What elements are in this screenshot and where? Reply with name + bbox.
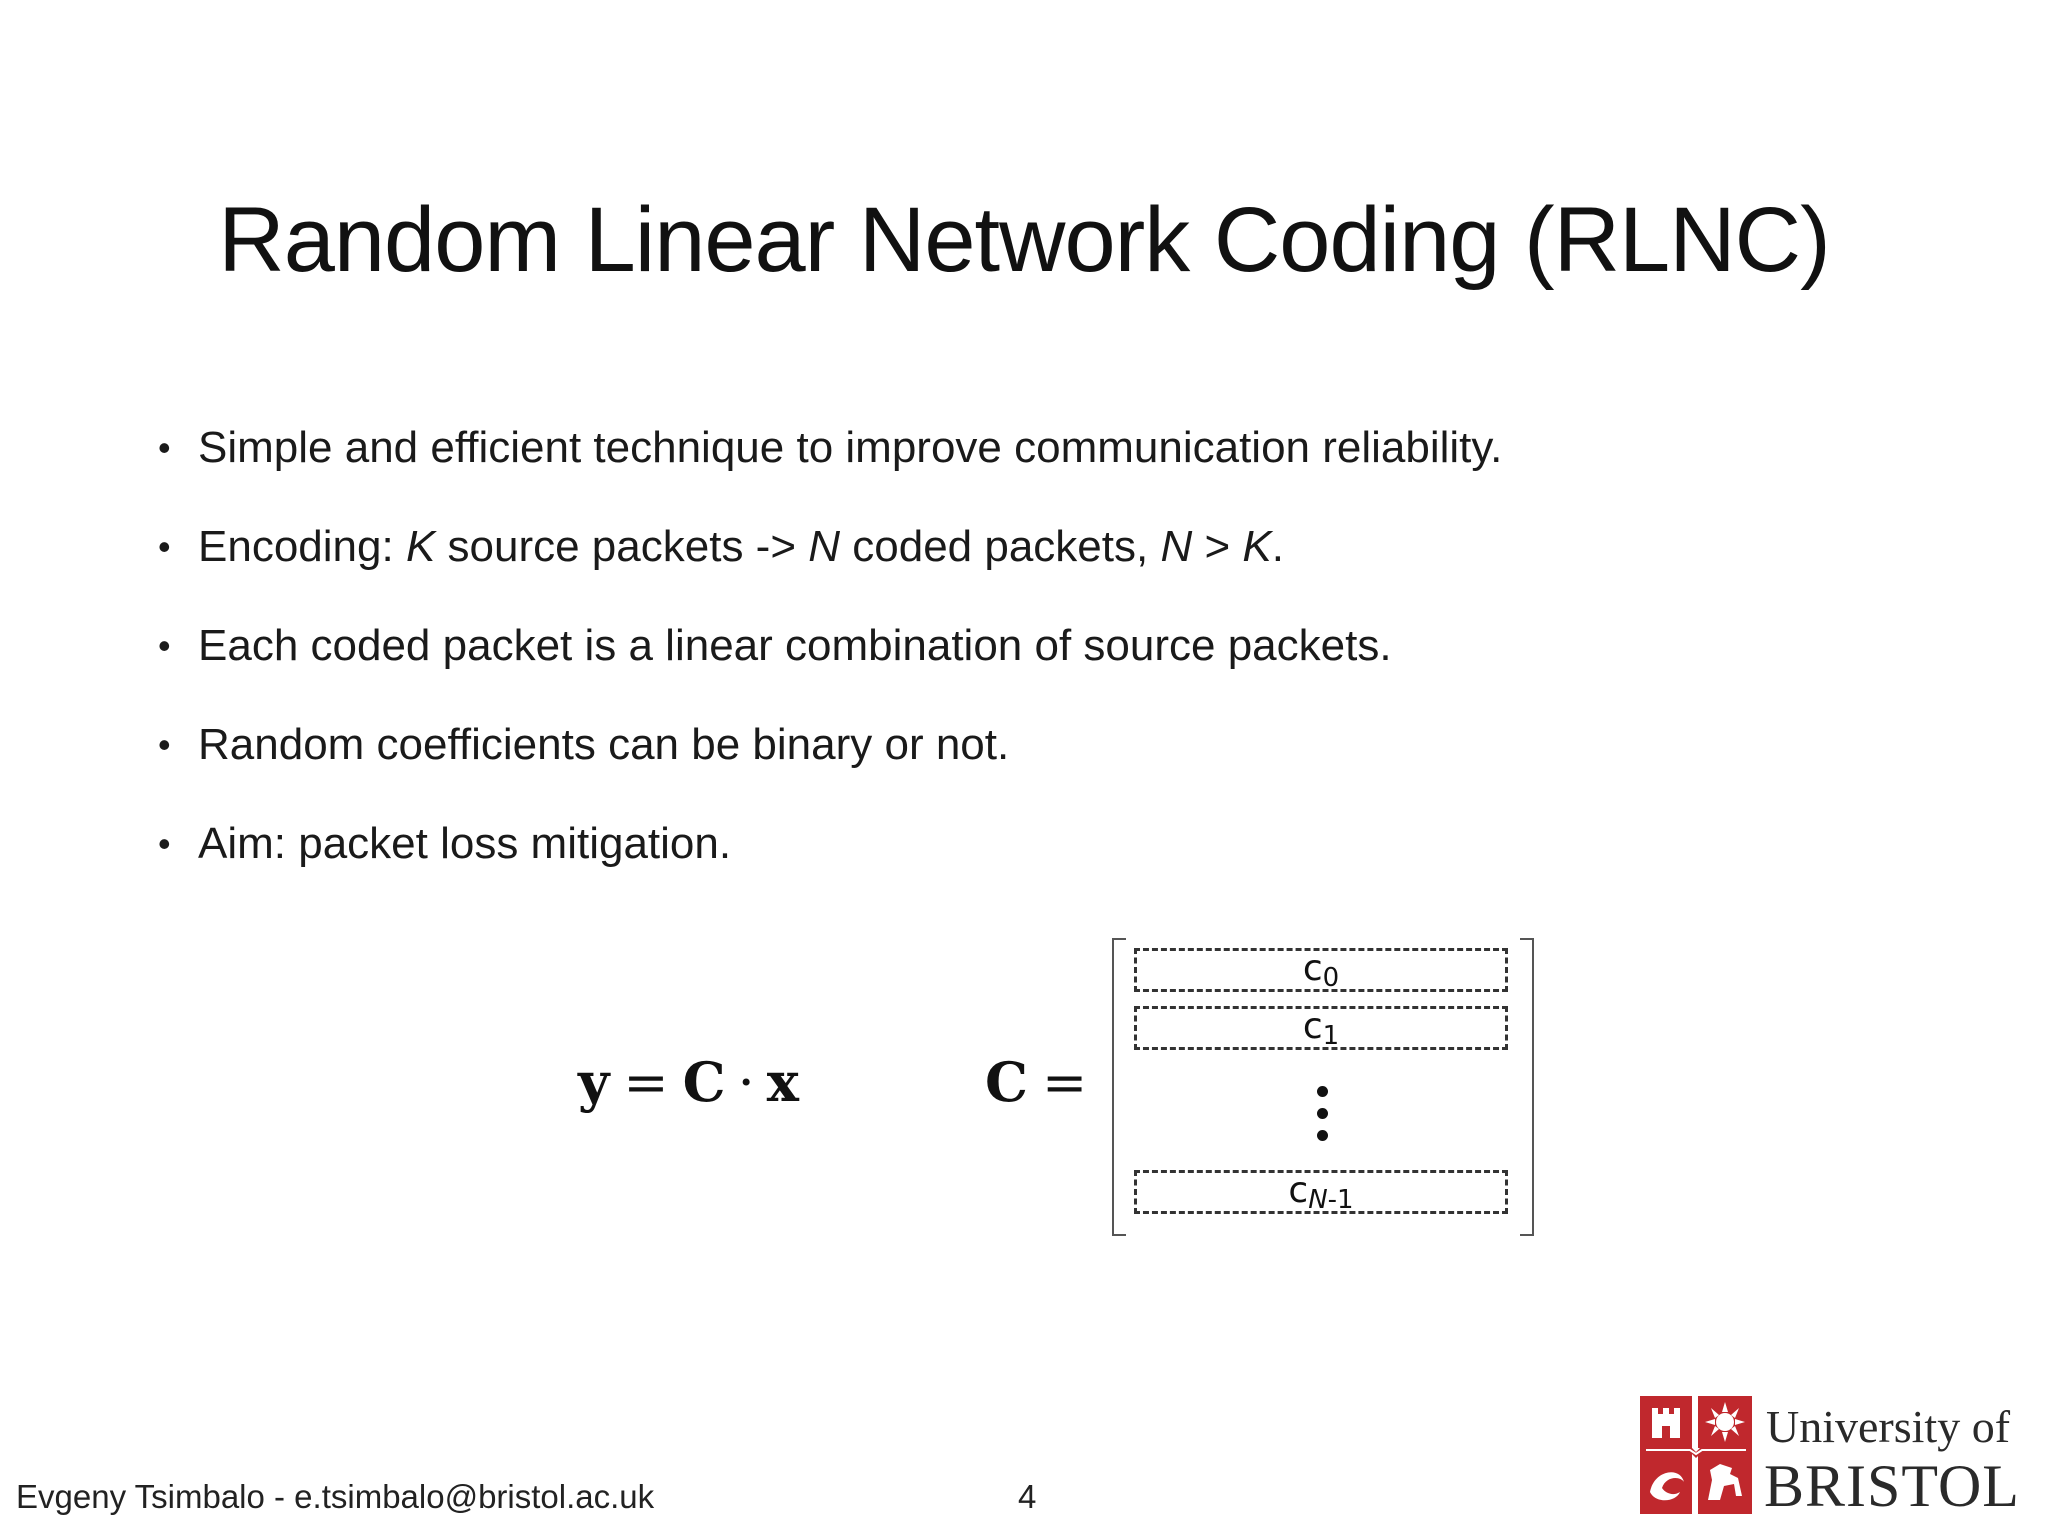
footer-author: Evgeny Tsimbalo - e.tsimbalo@bristol.ac.uk — [16, 1478, 655, 1515]
eq-c: C — [682, 1050, 726, 1114]
slide-title: Random Linear Network Coding (RLNC) — [218, 189, 1830, 291]
bullet-item — [158, 418, 1502, 517]
row-c0-sub: 0 — [1322, 963, 1340, 993]
bullet-item — [158, 814, 1502, 913]
row-c0-base: c — [1302, 948, 1323, 989]
bullet-item — [158, 715, 1502, 814]
row-c1-sub: 1 — [1322, 1021, 1340, 1051]
matrix-row-c0 — [1134, 948, 1508, 992]
coefficient-matrix — [1112, 938, 1534, 1234]
bullet-dot-icon: • — [158, 526, 171, 567]
eq-c-matrix-label: C — [985, 1050, 1028, 1114]
eq-y: y — [578, 1050, 610, 1114]
matrix-left-bracket — [1112, 938, 1126, 1236]
bullet-text: Aim: packet loss mitigation. — [198, 819, 732, 868]
bullet-dot-icon: • — [158, 427, 171, 468]
row-cn-base: c — [1288, 1170, 1309, 1211]
bullet-text: Encoding: — [198, 522, 406, 571]
row-cn-sub-rest: -1 — [1327, 1185, 1354, 1215]
row-cn-sub — [1308, 1185, 1353, 1215]
bullet-text: Each coded packet is a linear combination of source packets. — [198, 621, 1392, 670]
bullet-text: K — [405, 522, 436, 571]
eq-dot: · — [737, 1051, 755, 1114]
bullet-text: N — [808, 522, 841, 571]
matrix-row-c1 — [1134, 1006, 1508, 1050]
bullet-dot-icon: • — [158, 625, 171, 666]
bullet-dot-icon: • — [158, 823, 171, 864]
eq-x: x — [766, 1050, 799, 1114]
university-logo — [1640, 1396, 2040, 1519]
equation-c-equals — [985, 1050, 1101, 1114]
bullet-item — [158, 616, 1502, 715]
vertical-ellipsis-icon — [1317, 1086, 1329, 1152]
bullet-item — [158, 517, 1502, 616]
page-number: 4 — [1018, 1478, 1037, 1515]
row-c1-base: c — [1302, 1006, 1323, 1047]
bullet-text: coded packets, — [840, 522, 1161, 571]
bullet-text: . — [1271, 522, 1284, 571]
bullet-text: > — [1192, 522, 1243, 571]
bullet-list — [158, 418, 1502, 913]
matrix-row-cn-1 — [1134, 1170, 1508, 1214]
bullet-dot-icon: • — [158, 724, 171, 765]
bristol-crest-icon — [1640, 1396, 1752, 1514]
bullet-text: K — [1242, 522, 1272, 571]
logo-text-university-of: University of — [1766, 1401, 2011, 1452]
row-cn-sub-var: N — [1308, 1185, 1328, 1215]
bullet-text: Simple and efficient technique to improve communication reliability. — [198, 423, 1503, 472]
bullet-text: Random coefficients can be binary or not. — [198, 720, 1010, 769]
matrix-right-bracket — [1520, 938, 1534, 1236]
logo-text-bristol: BRISTOL — [1764, 1453, 2020, 1519]
equation-y-equals-cx — [578, 1050, 799, 1114]
bullet-text: source packets -> — [435, 522, 809, 571]
bullet-text: N — [1160, 522, 1193, 571]
eq-equals-matrix: = — [1041, 1051, 1088, 1114]
eq-equals: = — [623, 1051, 669, 1114]
